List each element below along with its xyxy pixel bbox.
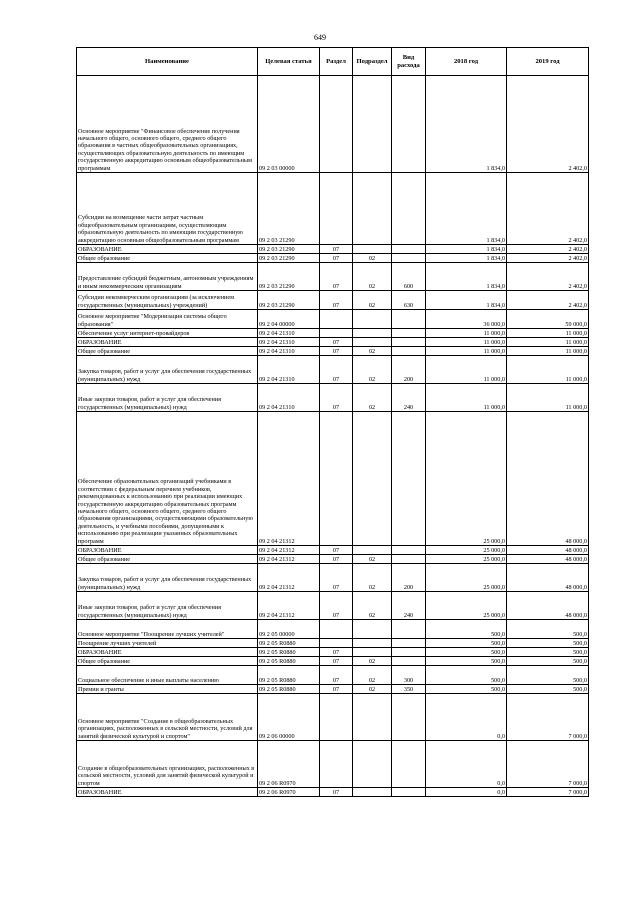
row-subsection: [353, 245, 392, 254]
row-value-2019: 500,0: [507, 620, 589, 639]
row-value-2019: 59 000,0: [507, 310, 589, 329]
row-target-code: 09 2 05 R0880: [258, 666, 320, 685]
row-section: 07: [320, 666, 353, 685]
table-row: [77, 254, 589, 263]
row-value-2018: 500,0: [426, 657, 507, 666]
row-section: [320, 76, 353, 173]
row-value-2019: 2 402,0: [507, 291, 589, 310]
row-name: Предоставление субсидий бюджетным, автономным учреждениям и иным некоммерческим организациям: [77, 263, 258, 291]
row-target-code: 09 2 06 00000: [258, 694, 320, 741]
row-target-code: 09 2 03 21290: [258, 173, 320, 245]
row-name: Иные закупки товаров, работ и услуг для обеспечения государственных (муниципальных) нужд: [77, 384, 258, 412]
row-name: ОБРАЗОВАНИЕ: [77, 546, 258, 555]
row-section: 07: [320, 564, 353, 592]
row-target-code: 09 2 03 21290: [258, 245, 320, 254]
row-name: Общее образование: [77, 555, 258, 564]
row-name: Обеспечение услуг интернет-провайдеров: [77, 329, 258, 338]
row-subsection: [353, 694, 392, 741]
row-value-2019: 2 402,0: [507, 263, 589, 291]
row-section: 07: [320, 648, 353, 657]
budget-table: [76, 47, 589, 797]
row-subsection: [353, 620, 392, 639]
row-value-2019: 48 000,0: [507, 564, 589, 592]
row-value-2019: 500,0: [507, 666, 589, 685]
row-expense-type: 600: [392, 263, 426, 291]
row-value-2018: 1 834,0: [426, 173, 507, 245]
row-expense-type: [392, 347, 426, 356]
row-value-2019: 11 000,0: [507, 347, 589, 356]
row-expense-type: [392, 788, 426, 797]
row-section: [320, 741, 353, 788]
row-expense-type: [392, 412, 426, 546]
table-row: [77, 620, 589, 639]
table-row: [77, 648, 589, 657]
table-row: [77, 338, 589, 347]
row-section: [320, 329, 353, 338]
row-value-2019: 7 000,0: [507, 694, 589, 741]
row-subsection: [353, 639, 392, 648]
row-name: Обеспечение образовательных организаций учебниками в соответствии с федеральным перечнем учебников, рекомендованных к использованию при реализации имеющих государственную аккредитацию образовательных программ начального общего, основного общего, среднего общего образования организациями, осуществляющими образовательную деятельность, и учебными пособиями, допущенными к использованию при реализации указанных образовательных программ: [77, 412, 258, 546]
row-target-code: 09 2 05 00000: [258, 620, 320, 639]
row-name: ОБРАЗОВАНИЕ: [77, 788, 258, 797]
row-value-2019: 500,0: [507, 657, 589, 666]
row-expense-type: 350: [392, 685, 426, 694]
table-row: [77, 173, 589, 245]
row-target-code: 09 2 04 21312: [258, 592, 320, 620]
row-value-2019: 7 000,0: [507, 788, 589, 797]
row-subsection: 02: [353, 347, 392, 356]
row-value-2019: 7 000,0: [507, 741, 589, 788]
row-expense-type: [392, 310, 426, 329]
table-row: [77, 546, 589, 555]
row-expense-type: [392, 546, 426, 555]
row-target-code: 09 2 04 21310: [258, 329, 320, 338]
row-target-code: 09 2 03 21290: [258, 291, 320, 310]
row-name: Закупка товаров, работ и услуг для обеспечения государственных (муниципальных) нужд: [77, 356, 258, 384]
row-target-code: 09 2 03 00000: [258, 76, 320, 173]
row-name: Общее образование: [77, 657, 258, 666]
row-expense-type: [392, 245, 426, 254]
row-value-2018: 500,0: [426, 666, 507, 685]
row-subsection: [353, 310, 392, 329]
row-expense-type: [392, 329, 426, 338]
table-row: [77, 788, 589, 797]
row-name: Закупка товаров, работ и услуг для обеспечения государственных (муниципальных) нужд: [77, 564, 258, 592]
row-value-2018: 1 834,0: [426, 291, 507, 310]
row-value-2018: 25 000,0: [426, 412, 507, 546]
table-row: [77, 291, 589, 310]
row-section: 07: [320, 384, 353, 412]
row-expense-type: [392, 648, 426, 657]
header-section: Раздел: [320, 48, 353, 76]
row-value-2018: 0,0: [426, 694, 507, 741]
row-expense-type: 630: [392, 291, 426, 310]
row-value-2019: 11 000,0: [507, 356, 589, 384]
row-name: Премии и гранты: [77, 685, 258, 694]
row-subsection: 02: [353, 657, 392, 666]
row-subsection: 02: [353, 592, 392, 620]
row-value-2019: 48 000,0: [507, 555, 589, 564]
header-2018: 2018 год: [426, 48, 507, 76]
table-row: [77, 555, 589, 564]
row-value-2019: 11 000,0: [507, 384, 589, 412]
row-expense-type: 300: [392, 666, 426, 685]
table-row: [77, 356, 589, 384]
row-value-2019: 2 402,0: [507, 254, 589, 263]
table-row: [77, 347, 589, 356]
row-subsection: 02: [353, 254, 392, 263]
row-section: 07: [320, 338, 353, 347]
row-section: 07: [320, 347, 353, 356]
table-row: [77, 412, 589, 546]
row-name: Социальное обеспечение и иные выплаты населению: [77, 666, 258, 685]
row-value-2018: 25 000,0: [426, 546, 507, 555]
row-section: [320, 620, 353, 639]
row-section: 07: [320, 555, 353, 564]
row-value-2018: 1 834,0: [426, 76, 507, 173]
row-target-code: 09 2 05 R0880: [258, 639, 320, 648]
row-section: 07: [320, 788, 353, 797]
row-expense-type: [392, 657, 426, 666]
row-name: Основное мероприятие "Создание в общеобразовательных организациях, расположенных в сельской местности, условий для занятий физической культурой и спортом": [77, 694, 258, 741]
row-expense-type: 200: [392, 356, 426, 384]
row-name: Создание в общеобразовательных организациях, расположенных в сельской местности, условий для занятий физической культурой и спортом: [77, 741, 258, 788]
row-expense-type: [392, 694, 426, 741]
row-target-code: 09 2 04 21312: [258, 412, 320, 546]
table-row: [77, 564, 589, 592]
row-target-code: 09 2 04 21312: [258, 555, 320, 564]
table-header-row: [77, 48, 589, 76]
table-row: [77, 666, 589, 685]
row-expense-type: 240: [392, 592, 426, 620]
row-value-2018: 11 000,0: [426, 347, 507, 356]
header-expense-type: Вид расхода: [392, 48, 426, 76]
row-name: Поощрение лучших учителей: [77, 639, 258, 648]
row-value-2018: 1 834,0: [426, 263, 507, 291]
table-row: [77, 657, 589, 666]
row-target-code: 09 2 03 21290: [258, 254, 320, 263]
table-row: [77, 592, 589, 620]
row-value-2018: 1 834,0: [426, 254, 507, 263]
row-value-2019: 48 000,0: [507, 592, 589, 620]
header-name: Наименование: [77, 48, 258, 76]
row-value-2018: 500,0: [426, 685, 507, 694]
table-row: [77, 310, 589, 329]
row-subsection: 02: [353, 555, 392, 564]
row-subsection: [353, 648, 392, 657]
row-name: ОБРАЗОВАНИЕ: [77, 648, 258, 657]
page-number: 649: [314, 33, 326, 42]
row-name: Субсидии некоммерческим организациям (за исключением государственных (муниципальных) учреждений): [77, 291, 258, 310]
row-value-2018: 25 000,0: [426, 564, 507, 592]
row-value-2019: 11 000,0: [507, 329, 589, 338]
row-value-2019: 48 000,0: [507, 412, 589, 546]
table-row: [77, 384, 589, 412]
row-expense-type: [392, 741, 426, 788]
row-section: 07: [320, 263, 353, 291]
row-value-2018: 25 000,0: [426, 592, 507, 620]
row-value-2018: 25 000,0: [426, 555, 507, 564]
row-expense-type: 200: [392, 564, 426, 592]
row-section: 07: [320, 245, 353, 254]
row-value-2018: 1 834,0: [426, 245, 507, 254]
row-name: Иные закупки товаров, работ и услуг для обеспечения государственных (муниципальных) нужд: [77, 592, 258, 620]
row-value-2018: 11 000,0: [426, 338, 507, 347]
row-target-code: 09 2 06 R0970: [258, 788, 320, 797]
row-name: Основное мероприятие "Финансовое обеспечение получения начального общего, основного общего, среднего общего образования в частных общеобразовательных организациях, осуществляющих образовательную деятельность по имеющим государственную аккредитацию основным общеобразовательным программам: [77, 76, 258, 173]
row-name: Основное мероприятие "Модернизация системы общего образования": [77, 310, 258, 329]
row-value-2019: 2 402,0: [507, 76, 589, 173]
row-target-code: 09 2 04 21312: [258, 546, 320, 555]
header-target: Целевая статья: [258, 48, 320, 76]
row-value-2018: 0,0: [426, 741, 507, 788]
table-row: [77, 694, 589, 741]
row-expense-type: [392, 555, 426, 564]
row-subsection: [353, 412, 392, 546]
row-section: [320, 412, 353, 546]
table-row: [77, 685, 589, 694]
row-section: 07: [320, 685, 353, 694]
row-expense-type: [392, 620, 426, 639]
row-expense-type: [392, 639, 426, 648]
row-section: 07: [320, 546, 353, 555]
row-subsection: [353, 741, 392, 788]
row-value-2018: 0,0: [426, 788, 507, 797]
row-value-2019: 48 000,0: [507, 546, 589, 555]
header-subsection: Подраздел: [353, 48, 392, 76]
row-value-2018: 500,0: [426, 620, 507, 639]
row-value-2018: 11 000,0: [426, 356, 507, 384]
table-row: [77, 329, 589, 338]
row-section: [320, 639, 353, 648]
row-value-2019: 2 402,0: [507, 173, 589, 245]
row-value-2018: 500,0: [426, 648, 507, 657]
row-target-code: 09 2 05 R0880: [258, 685, 320, 694]
row-target-code: 09 2 04 21312: [258, 564, 320, 592]
row-name: Общее образование: [77, 347, 258, 356]
row-expense-type: [392, 338, 426, 347]
row-subsection: 02: [353, 356, 392, 384]
row-value-2019: 500,0: [507, 648, 589, 657]
row-name: ОБРАЗОВАНИЕ: [77, 338, 258, 347]
row-target-code: 09 2 04 00000: [258, 310, 320, 329]
row-value-2019: 500,0: [507, 685, 589, 694]
row-section: [320, 694, 353, 741]
row-value-2019: 11 000,0: [507, 338, 589, 347]
row-target-code: 09 2 05 R0880: [258, 657, 320, 666]
row-section: 07: [320, 592, 353, 620]
row-subsection: 02: [353, 666, 392, 685]
row-subsection: [353, 329, 392, 338]
row-subsection: [353, 173, 392, 245]
row-name: ОБРАЗОВАНИЕ: [77, 245, 258, 254]
row-value-2019: 500,0: [507, 639, 589, 648]
row-target-code: 09 2 06 R0970: [258, 741, 320, 788]
row-subsection: [353, 76, 392, 173]
row-value-2018: 500,0: [426, 639, 507, 648]
row-subsection: [353, 546, 392, 555]
table-row: [77, 76, 589, 173]
row-expense-type: [392, 173, 426, 245]
table-row: [77, 639, 589, 648]
row-subsection: 02: [353, 564, 392, 592]
row-name: Субсидии на возмещение части затрат частным общеобразовательным организациям, осуществляющим образовательную деятельность по имеющим государственную аккредитацию основным общеобразовательным программам: [77, 173, 258, 245]
row-section: 07: [320, 356, 353, 384]
row-name: Основное мероприятие "Поощрение лучших учителей": [77, 620, 258, 639]
row-subsection: 02: [353, 384, 392, 412]
row-subsection: [353, 338, 392, 347]
row-subsection: [353, 788, 392, 797]
row-value-2018: 36 000,0: [426, 310, 507, 329]
row-target-code: 09 2 05 R0880: [258, 648, 320, 657]
row-section: [320, 173, 353, 245]
row-section: 07: [320, 254, 353, 263]
row-subsection: 02: [353, 685, 392, 694]
row-name: Общее образование: [77, 254, 258, 263]
row-subsection: 02: [353, 291, 392, 310]
row-target-code: 09 2 04 21310: [258, 347, 320, 356]
table-row: [77, 263, 589, 291]
row-target-code: 09 2 04 21310: [258, 338, 320, 347]
row-subsection: 02: [353, 263, 392, 291]
row-value-2018: 11 000,0: [426, 384, 507, 412]
row-target-code: 09 2 03 21290: [258, 263, 320, 291]
row-value-2018: 11 000,0: [426, 329, 507, 338]
row-section: 07: [320, 291, 353, 310]
row-section: [320, 310, 353, 329]
row-expense-type: 240: [392, 384, 426, 412]
row-section: 07: [320, 657, 353, 666]
header-2019: 2019 год: [507, 48, 589, 76]
row-value-2019: 2 402,0: [507, 245, 589, 254]
row-target-code: 09 2 04 21310: [258, 384, 320, 412]
row-target-code: 09 2 04 21310: [258, 356, 320, 384]
row-expense-type: [392, 254, 426, 263]
row-expense-type: [392, 76, 426, 173]
table-row: [77, 741, 589, 788]
table-row: [77, 245, 589, 254]
